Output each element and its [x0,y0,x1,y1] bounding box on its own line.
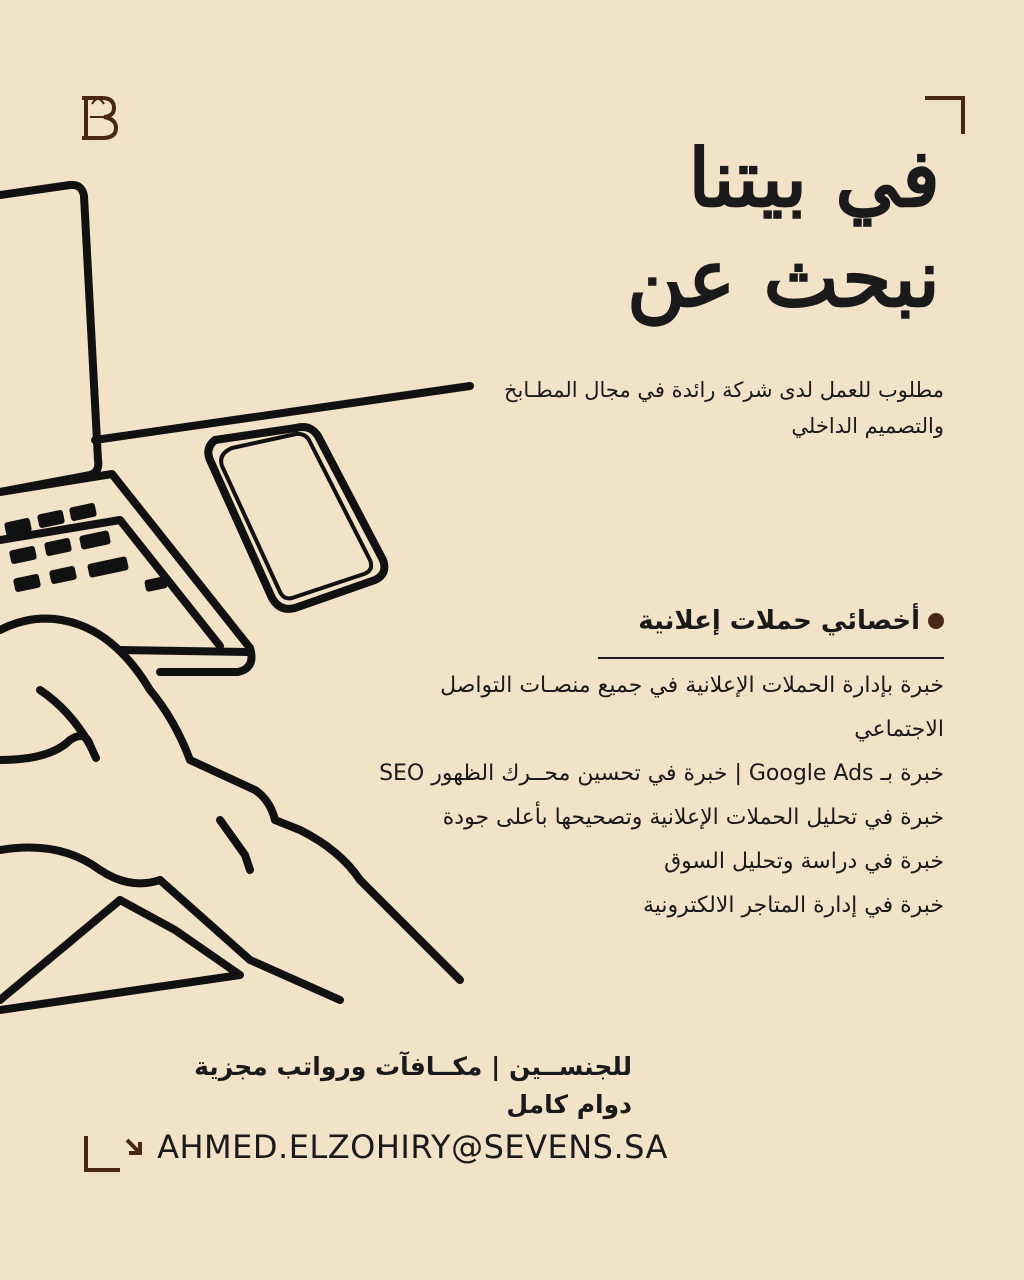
contact-row [122,1128,682,1166]
headline [340,128,940,328]
requirement-item: خبرة في إدارة المتاجر الالكترونية [643,893,944,918]
role-title: أخصائي حملات إعلانية [638,606,920,636]
role-underline [598,657,944,659]
requirements-list [344,664,944,928]
brand-logo [78,92,120,144]
requirement-item: خبرة بإدارة الحملات الإعلانية في جميع منصـات التواصل الاجتماعي [440,673,944,742]
requirement-item: خبرة في تحليل الحملات الإعلانية وتصحيحها بأعلى جودة [442,805,944,830]
corner-frame-bottom-left [84,1136,120,1172]
bullet-icon [928,613,944,629]
benefits-line: للجنســين | مكــافآت ورواتب مجزية [194,1052,632,1081]
contact-email[interactable]: AHMED.ELZOHIRY@SEVENS.SA [157,1128,668,1166]
headline-line-2: نبحث عن [626,231,940,325]
requirement-item: خبرة في دراسة وتحليل السوق [664,849,944,874]
requirement-item: خبرة بـ Google Ads | خبرة في تحسين محــرك الظهور SEO [379,761,944,786]
role-heading [424,606,944,636]
work-type-line: دوام كامل [506,1090,632,1119]
intro-text: مطلوب للعمل لدى شركة رائدة في مجال المطـابخ والتصميم الداخلي [504,378,944,438]
arrow-down-right-icon [122,1135,146,1159]
headline-line-1: في بيتنا [688,131,940,225]
footer-info [128,1048,632,1124]
